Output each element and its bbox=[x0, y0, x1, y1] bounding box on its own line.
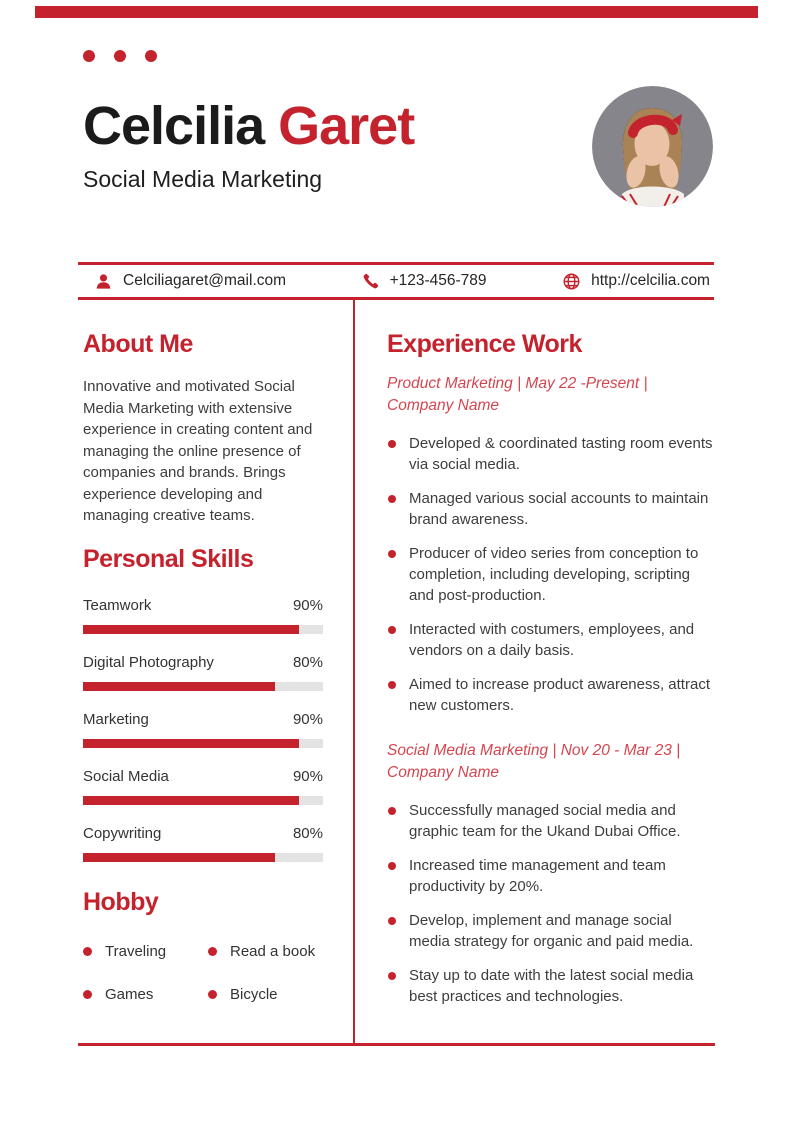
experience-title: Experience Work bbox=[387, 330, 582, 358]
job-entry bbox=[387, 740, 715, 1007]
dot-icon bbox=[145, 50, 157, 62]
hobby-list bbox=[83, 943, 323, 1003]
person-first-name: Celcilia bbox=[83, 96, 279, 156]
hobby-title: Hobby bbox=[83, 887, 159, 916]
phone-text: +123-456-789 bbox=[389, 272, 487, 289]
hobby-item bbox=[83, 943, 208, 960]
job-bullet: Develop, implement and manage social media strategy for organic and paid media. bbox=[387, 910, 713, 952]
top-accent-bar bbox=[35, 6, 758, 18]
skill-label: Social Media bbox=[83, 767, 169, 785]
jobs-list bbox=[387, 373, 715, 1007]
bullet-dot-icon bbox=[208, 947, 217, 956]
skill-bar-fill bbox=[83, 625, 299, 634]
skill-bar-fill bbox=[83, 739, 299, 748]
job-bullet: Interacted with costumers, employees, and vendors on a daily basis. bbox=[387, 619, 713, 661]
skill-percent: 90% bbox=[292, 767, 323, 785]
job-bullet-list bbox=[387, 800, 715, 1007]
dot-icon bbox=[114, 50, 126, 62]
skills-list bbox=[83, 595, 323, 862]
decor-dots bbox=[83, 50, 157, 62]
main-columns bbox=[80, 300, 715, 1045]
skill-row bbox=[83, 823, 323, 862]
skill-head bbox=[83, 709, 323, 730]
contact-phone bbox=[362, 272, 487, 290]
about-text: Innovative and motivated Social Media Marketing with extensive experience in creating content and managing the online presence of companies and brands. Brings experience developing and managing creative teams. bbox=[83, 378, 313, 524]
skill-row bbox=[83, 766, 323, 805]
hobby-label: Games bbox=[105, 985, 154, 1003]
person-last-name: Garet bbox=[278, 96, 415, 156]
website-text: http://celcilia.com bbox=[591, 272, 710, 289]
profile-photo bbox=[592, 86, 713, 207]
job-bullet: Managed various social accounts to maintain brand awareness. bbox=[387, 488, 713, 530]
skill-head bbox=[83, 652, 323, 673]
contact-website bbox=[562, 272, 710, 291]
skills-title: Personal Skills bbox=[83, 544, 254, 573]
skill-label: Digital Photography bbox=[83, 653, 214, 671]
job-bullet: Producer of video series from conception to completion, including developing, scripting and post-production. bbox=[387, 543, 713, 606]
skill-bar-fill bbox=[83, 682, 275, 691]
skill-bar-fill bbox=[83, 853, 275, 862]
hobby-label: Read a book bbox=[230, 942, 316, 960]
skill-percent: 80% bbox=[292, 653, 323, 671]
header bbox=[83, 96, 563, 193]
skill-bar-track bbox=[83, 796, 323, 805]
hobby-item bbox=[208, 943, 323, 960]
job-bullet: Developed & coordinated tasting room events via social media. bbox=[387, 433, 713, 475]
skill-label: Marketing bbox=[83, 710, 149, 728]
skill-bar-fill bbox=[83, 796, 299, 805]
hobby-label: Traveling bbox=[105, 942, 167, 960]
skill-head bbox=[83, 823, 323, 844]
skill-row bbox=[83, 709, 323, 748]
email-text: Celciliagaret@mail.com bbox=[123, 272, 287, 289]
globe-icon bbox=[562, 272, 581, 291]
hobby-item bbox=[208, 986, 323, 1003]
left-column bbox=[80, 300, 355, 1045]
skill-bar-track bbox=[83, 853, 323, 862]
job-entry bbox=[387, 373, 715, 716]
job-bullet: Aimed to increase product awareness, attract new customers. bbox=[387, 674, 713, 716]
job-heading: Social Media Marketing | Nov 20 - Mar 23 | Company Name bbox=[387, 742, 681, 781]
skill-bar-track bbox=[83, 682, 323, 691]
hobby-label: Bicycle bbox=[230, 985, 278, 1003]
skill-bar-track bbox=[83, 739, 323, 748]
contact-bar bbox=[78, 262, 714, 300]
skill-percent: 80% bbox=[292, 824, 323, 842]
bullet-dot-icon bbox=[208, 990, 217, 999]
skill-percent: 90% bbox=[292, 710, 323, 728]
job-bullet: Increased time management and team productivity by 20%. bbox=[387, 855, 713, 897]
bullet-dot-icon bbox=[83, 990, 92, 999]
job-bullet-list bbox=[387, 433, 715, 716]
profile-photo-illustration bbox=[592, 86, 713, 207]
job-bullet: Stay up to date with the latest social media best practices and technologies. bbox=[387, 965, 713, 1007]
skill-label: Teamwork bbox=[83, 596, 152, 614]
job-bullet: Successfully managed social media and graphic team for the Ukand Dubai Office. bbox=[387, 800, 713, 842]
skill-head bbox=[83, 595, 323, 616]
skill-head bbox=[83, 766, 323, 787]
contact-email bbox=[94, 272, 286, 291]
person-role: Social Media Marketing bbox=[83, 166, 323, 193]
dot-icon bbox=[83, 50, 95, 62]
skill-label: Copywriting bbox=[83, 824, 162, 842]
skill-row bbox=[83, 595, 323, 634]
phone-icon bbox=[362, 272, 380, 290]
skill-bar-track bbox=[83, 625, 323, 634]
job-heading: Product Marketing | May 22 -Present | Company Name bbox=[387, 375, 648, 414]
person-name bbox=[83, 96, 563, 156]
bottom-accent-line bbox=[78, 1043, 715, 1046]
right-column bbox=[355, 300, 715, 1045]
skill-percent: 90% bbox=[292, 596, 323, 614]
skill-row bbox=[83, 652, 323, 691]
hobby-item bbox=[83, 986, 208, 1003]
bullet-dot-icon bbox=[83, 947, 92, 956]
person-icon bbox=[94, 272, 113, 291]
about-title: About Me bbox=[83, 330, 193, 358]
